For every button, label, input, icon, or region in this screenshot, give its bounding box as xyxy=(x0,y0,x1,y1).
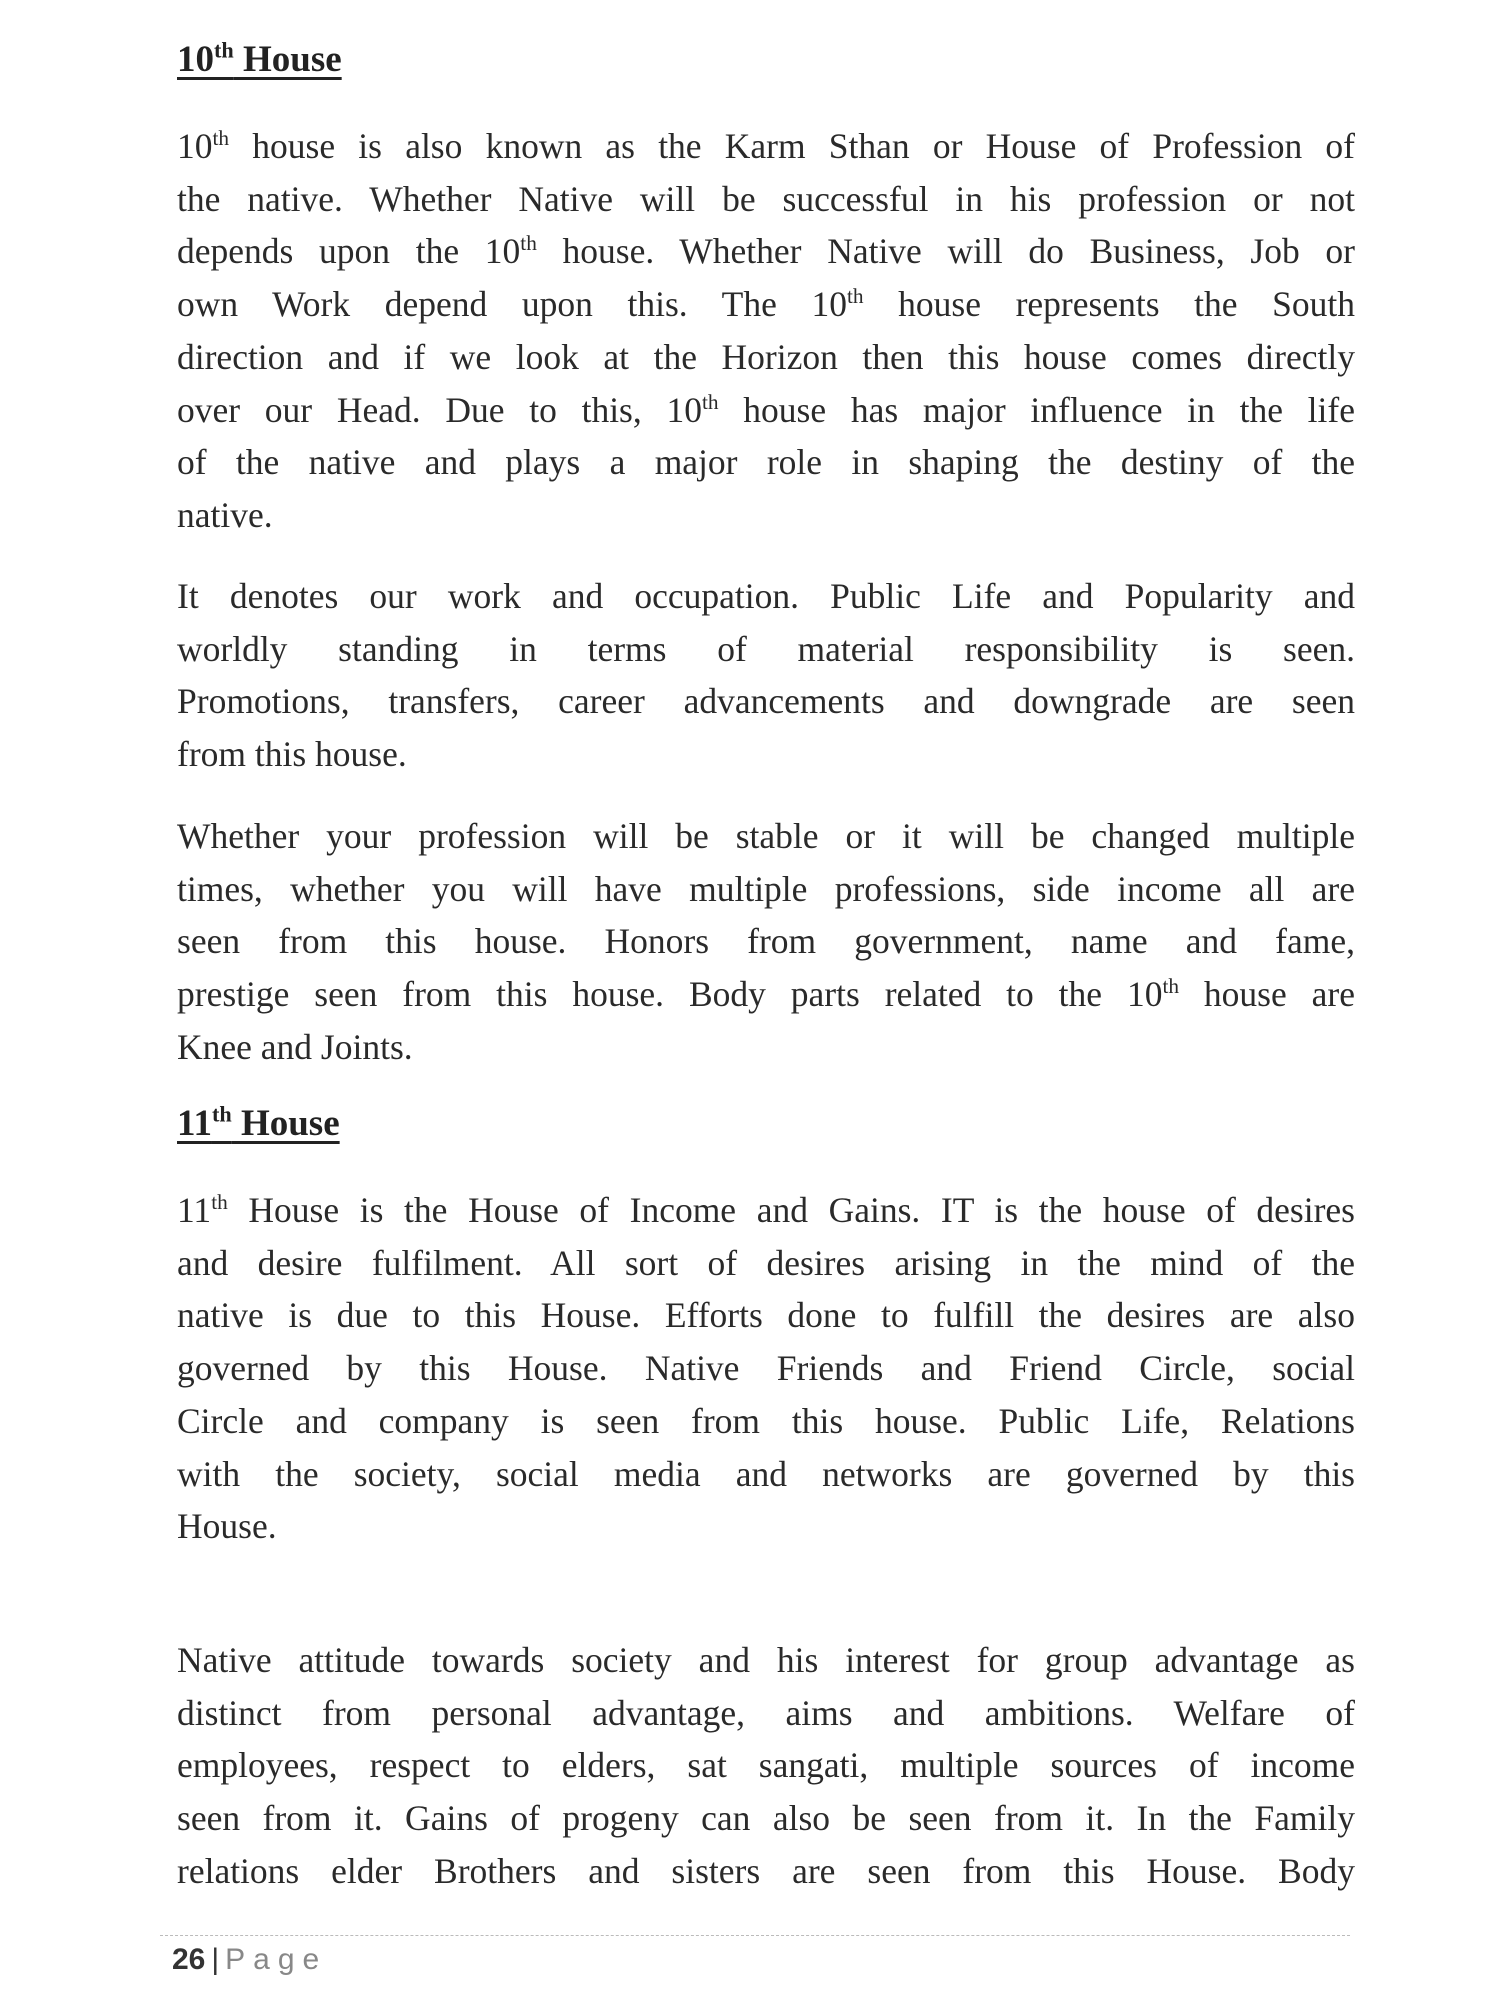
text-line xyxy=(177,173,1355,226)
text-line xyxy=(177,1687,1355,1740)
text-segment: distinct from personal advantage, aims and ambitions. Welfare of xyxy=(177,1692,1355,1733)
page-label: Page xyxy=(225,1943,328,1976)
text-line xyxy=(177,1845,1355,1898)
text-segment: from this house. xyxy=(177,734,407,775)
ordinal-suffix: th xyxy=(701,389,719,414)
text-segment: house has major influence in the life xyxy=(718,389,1355,430)
text-line xyxy=(177,1500,1355,1553)
text-line xyxy=(177,331,1355,384)
heading-ordinal: th xyxy=(214,37,234,63)
text-segment: worldly standing in terms of material responsibility is seen. xyxy=(177,628,1355,669)
text-segment: of the native and plays a major role in shaping the destiny of the xyxy=(177,442,1355,483)
text-line xyxy=(177,225,1355,278)
text-line xyxy=(177,384,1355,437)
text-segment: with the society, social media and networks are governed by this xyxy=(177,1453,1355,1494)
text-segment: the native. Whether Native will be successful in his profession or not xyxy=(177,178,1355,219)
text-segment: native is due to this House. Efforts done to fulfill the desires are also xyxy=(177,1295,1355,1336)
text-line xyxy=(177,120,1355,173)
text-segment: seen from this house. Honors from government, name and fame, xyxy=(177,921,1355,962)
ordinal-suffix: th xyxy=(211,1190,228,1215)
text-line xyxy=(177,489,1355,542)
footer-separator: | xyxy=(211,1943,220,1976)
text-line xyxy=(177,863,1355,916)
text-line xyxy=(177,623,1355,676)
text-line xyxy=(177,968,1355,1021)
text-line xyxy=(177,1021,1355,1074)
ordinal-suffix: th xyxy=(520,231,537,256)
text-segment: over our Head. Due to this, 10 xyxy=(177,389,702,430)
text-line xyxy=(177,1289,1355,1342)
heading-11th-house xyxy=(177,1102,340,1145)
text-segment: 10 xyxy=(177,126,213,166)
paragraph xyxy=(177,120,1355,542)
heading-word: House xyxy=(231,1103,340,1144)
footer-divider xyxy=(160,1935,1350,1936)
text-segment: direction and if we look at the Horizon then this house comes directly xyxy=(177,336,1355,377)
text-line xyxy=(177,1237,1355,1290)
paragraph xyxy=(177,810,1355,1074)
text-segment: times, whether you will have multiple professions, side income all are xyxy=(177,868,1355,909)
text-segment: Promotions, transfers, career advancements and downgrade are seen xyxy=(177,681,1355,722)
text-segment: House is the House of Income and Gains. IT is the house of desires xyxy=(227,1190,1355,1230)
heading-10th-house xyxy=(177,38,342,81)
ordinal-suffix: th xyxy=(1162,974,1180,999)
text-segment: relations elder Brothers and sisters are seen from this House. Body xyxy=(177,1850,1355,1891)
text-segment: prestige seen from this house. Body parts related to the 10 xyxy=(177,974,1163,1015)
text-line xyxy=(177,810,1355,863)
text-segment: governed by this House. Native Friends and Friend Circle, social xyxy=(177,1348,1355,1389)
text-segment: Circle and company is seen from this house. Public Life, Relations xyxy=(177,1400,1355,1441)
text-segment: Whether your profession will be stable or it will be changed multiple xyxy=(177,816,1355,856)
text-segment: own Work depend upon this. The 10 xyxy=(177,284,847,325)
text-line xyxy=(177,278,1355,331)
text-segment: seen from it. Gains of progeny can also be seen from it. In the Family xyxy=(177,1798,1355,1839)
paragraph xyxy=(177,1184,1355,1553)
page-number: 26 xyxy=(172,1943,206,1976)
text-line xyxy=(177,728,1355,781)
text-segment: house. Whether Native will do Business, Job or xyxy=(536,231,1355,272)
text-segment: house are xyxy=(1179,974,1355,1015)
text-segment: 11 xyxy=(177,1190,212,1230)
paragraph xyxy=(177,1634,1355,1898)
paragraph xyxy=(177,570,1355,781)
text-segment: Knee and Joints. xyxy=(177,1026,413,1067)
text-segment: house represents the South xyxy=(863,284,1355,325)
ordinal-suffix: th xyxy=(212,126,230,151)
text-segment: Native attitude towards society and his interest for group advantage as xyxy=(177,1640,1355,1680)
text-segment: native. xyxy=(177,494,273,535)
heading-ordinal: th xyxy=(211,1101,232,1127)
text-line xyxy=(177,1184,1355,1237)
text-segment: employees, respect to elders, sat sangati, multiple sources of income xyxy=(177,1745,1355,1786)
heading-word: House xyxy=(233,39,342,80)
text-segment: depends upon the 10 xyxy=(177,231,521,272)
text-line xyxy=(177,675,1355,728)
ordinal-suffix: th xyxy=(846,284,864,309)
text-line xyxy=(177,1739,1355,1792)
text-line xyxy=(177,1342,1355,1395)
text-segment: House. xyxy=(177,1506,277,1547)
text-line xyxy=(177,1448,1355,1501)
heading-number: 11 xyxy=(177,1103,212,1144)
text-segment: It denotes our work and occupation. Public Life and Popularity and xyxy=(177,576,1355,616)
text-segment: house is also known as the Karm Sthan or House of Profession of xyxy=(229,126,1355,166)
text-line xyxy=(177,1634,1355,1687)
text-segment: and desire fulfilment. All sort of desires arising in the mind of the xyxy=(177,1242,1355,1283)
text-line xyxy=(177,436,1355,489)
text-line xyxy=(177,1395,1355,1448)
page-footer xyxy=(172,1943,327,1977)
text-line xyxy=(177,915,1355,968)
text-line xyxy=(177,570,1355,623)
heading-number: 10 xyxy=(177,39,214,80)
text-line xyxy=(177,1792,1355,1845)
